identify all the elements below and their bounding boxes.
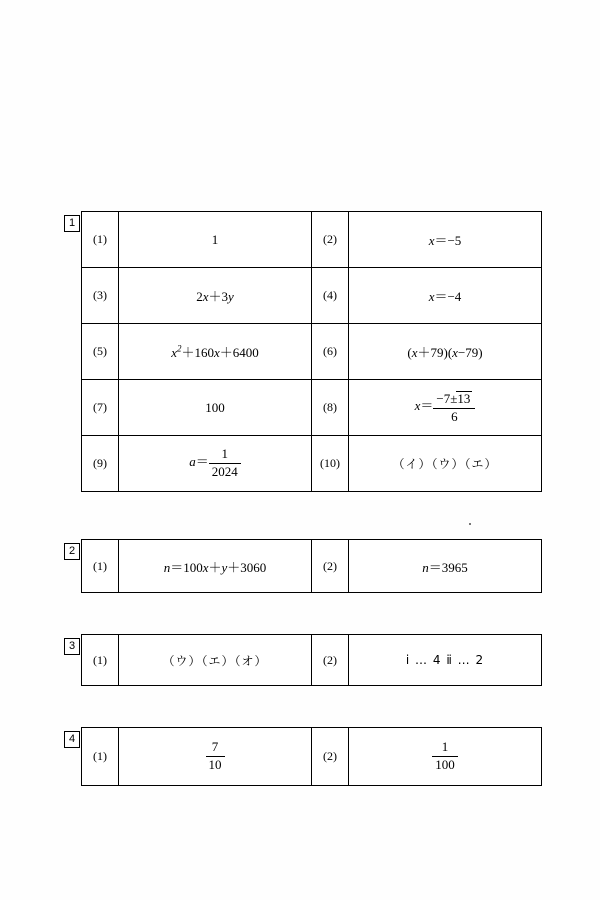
table-row bbox=[82, 635, 542, 686]
fraction-denominator: 10 bbox=[208, 757, 222, 772]
table-row bbox=[82, 540, 542, 593]
block-3-number-label: 3 bbox=[64, 638, 80, 655]
block-3-table bbox=[81, 634, 542, 686]
answer-value: x＝−4 bbox=[428, 289, 462, 304]
block-4-table bbox=[81, 727, 542, 786]
answer-cell[interactable] bbox=[349, 324, 542, 380]
answer-value: 100 bbox=[205, 399, 225, 415]
answer-value: 2x＋3y bbox=[196, 289, 234, 304]
answer-label: (3) bbox=[82, 268, 119, 324]
answer-cell[interactable] bbox=[349, 635, 542, 686]
block-2-number bbox=[63, 539, 81, 593]
block-3-number bbox=[63, 634, 81, 686]
fraction-denominator: 2024 bbox=[211, 464, 238, 479]
fraction-numerator: 7 bbox=[206, 740, 225, 757]
block-1-number-label: 1 bbox=[64, 215, 80, 232]
answer-cell[interactable] bbox=[119, 436, 312, 492]
answer-label: (2) bbox=[312, 635, 349, 686]
answer-label: (1) bbox=[82, 728, 119, 786]
answer-label: (7) bbox=[82, 380, 119, 436]
answer-label: (5) bbox=[82, 324, 119, 380]
answer-value: （ウ）（エ）（オ） bbox=[162, 653, 268, 668]
block-4 bbox=[63, 727, 542, 786]
answer-value: x＝ $\frac{-7\pm 13}{6}$ bbox=[415, 398, 476, 413]
table-row bbox=[82, 728, 542, 786]
answer-label: (1) bbox=[82, 635, 119, 686]
print-speck bbox=[469, 523, 471, 525]
answer-label: (8) bbox=[312, 380, 349, 436]
answer-label: (9) bbox=[82, 436, 119, 492]
block-1 bbox=[63, 211, 542, 492]
fraction bbox=[432, 740, 458, 773]
answer-label: (6) bbox=[312, 324, 349, 380]
answer-label: (2) bbox=[312, 212, 349, 268]
answer-label: (2) bbox=[312, 728, 349, 786]
block-2-number-label: 2 bbox=[64, 543, 80, 560]
answer-label: (2) bbox=[312, 540, 349, 593]
answer-cell[interactable] bbox=[119, 324, 312, 380]
block-4-number bbox=[63, 727, 81, 786]
table-row bbox=[82, 212, 542, 268]
fraction-denominator: 100 bbox=[435, 757, 455, 772]
block-4-number-label: 4 bbox=[64, 731, 80, 748]
answer-value: $x^2+160x+6400$ bbox=[171, 343, 259, 360]
block-3 bbox=[63, 634, 542, 686]
table-row bbox=[82, 268, 542, 324]
fraction bbox=[206, 740, 225, 773]
answer-label: (1) bbox=[82, 212, 119, 268]
answer-value: (x＋79)(x−79) bbox=[407, 345, 483, 360]
answer-label: (4) bbox=[312, 268, 349, 324]
answer-label: (10) bbox=[312, 436, 349, 492]
answer-cell[interactable] bbox=[119, 635, 312, 686]
block-1-table bbox=[81, 211, 542, 492]
answer-label: (1) bbox=[82, 540, 119, 593]
fraction-numerator: 1 bbox=[432, 740, 458, 757]
block-1-number bbox=[63, 211, 81, 492]
answer-value: （イ）（ウ）（エ） bbox=[392, 457, 498, 471]
answer-value: a＝ $\frac{1}{2024}$ bbox=[189, 454, 241, 469]
fraction: $\frac{-7\pm 13}{6}$ bbox=[433, 391, 475, 425]
table-row bbox=[82, 380, 542, 436]
answer-cell[interactable] bbox=[349, 436, 542, 492]
table-row bbox=[82, 436, 542, 492]
answer-cell[interactable] bbox=[349, 212, 542, 268]
block-2-table bbox=[81, 539, 542, 593]
answer-value: n＝100x＋y＋3060 bbox=[163, 559, 267, 575]
answer-cell[interactable] bbox=[349, 268, 542, 324]
block-2 bbox=[63, 539, 542, 593]
answer-cell[interactable] bbox=[349, 380, 542, 436]
answer-cell[interactable] bbox=[119, 380, 312, 436]
fraction bbox=[209, 447, 241, 480]
answer-value: 1 bbox=[211, 231, 219, 247]
answer-cell[interactable] bbox=[119, 540, 312, 593]
table-row bbox=[82, 324, 542, 380]
answer-cell[interactable] bbox=[349, 728, 542, 786]
answer-cell[interactable] bbox=[119, 728, 312, 786]
fraction-numerator: 1 bbox=[209, 447, 241, 464]
answer-value: x＝−5 bbox=[428, 233, 462, 248]
answer-value: n＝3965 bbox=[422, 559, 468, 575]
answer-value: ⅰ … 4 ⅱ … 2 bbox=[405, 652, 485, 667]
answer-cell[interactable] bbox=[119, 212, 312, 268]
answer-cell[interactable] bbox=[349, 540, 542, 593]
answer-cell[interactable] bbox=[119, 268, 312, 324]
